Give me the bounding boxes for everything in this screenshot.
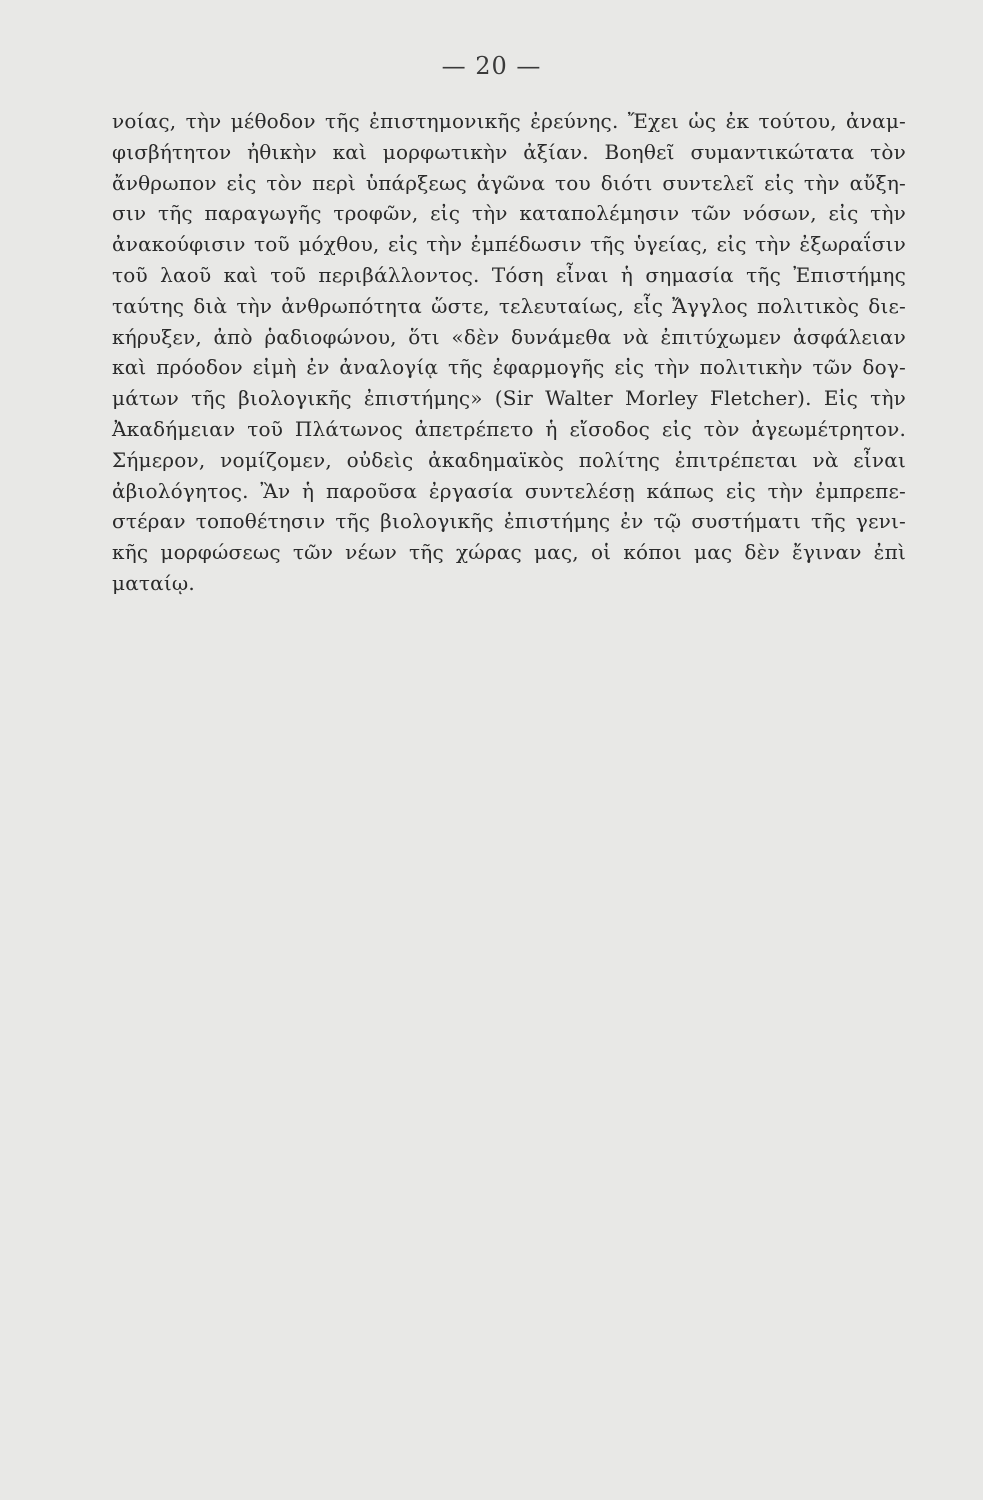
page-number: — 20 — [441,52,542,80]
text-line-6: τοῦ λαοῦ καὶ τοῦ περιβάλλοντος. Τόση εἶναι ἡ σημασία τῆς Ἐπιστήμης [112,262,906,287]
body-paragraph [112,106,906,599]
text-line-8: κήρυξεν, ἀπὸ ῥαδιοφώνου, ὅτι «δὲν δυνάμεθα νὰ ἐπιτύχωμεν ἀσφάλειαν [112,324,906,349]
text-line-1: νοίας, τὴν μέθοδον τῆς ἐπιστημονικῆς ἐρεύνης. Ἔχει ὡς ἐκ τούτου, ἀναμ- [112,109,906,133]
text-line-13: ἀβιολόγητος. Ἂν ἡ παροῦσα ἐργασία συντελέσῃ κάπως εἰς τὴν ἐμπρεπε- [112,478,906,503]
text-line-7: ταύτης διὰ τὴν ἀνθρωπότητα ὥστε, τελευταίως, εἷς Ἄγγλος πολιτικὸς διε- [112,293,906,318]
text-line-12: Σήμερον, νομίζομεν, οὐδεὶς ἀκαδημαϊκὸς πολίτης ἐπιτρέπεται νὰ εἶναι [112,447,906,472]
text-line-10: μάτων τῆς βιολογικῆς ἐπιστήμης» (Sir Walter Morley Fletcher). Εἰς τὴν [112,386,906,411]
text-line-9: καὶ πρόοδον εἰμὴ ἐν ἀναλογίᾳ τῆς ἐφαρμογῆς εἰς τὴν πολιτικὴν τῶν δογ- [112,355,906,380]
text-line-5: ἀνακούφισιν τοῦ μόχθου, εἰς τὴν ἐμπέδωσιν τῆς ὑγείας, εἰς τὴν ἐξωραΐσιν [112,232,906,257]
text-line-15: κῆς μορφώσεως τῶν νέων τῆς χώρας μας, οἱ κόποι μας δὲν ἔγιναν ἐπὶ [112,540,906,565]
text-line-11: Ἀκαδήμειαν τοῦ Πλάτωνος ἀπετρέπετο ἡ εἴσοδος εἰς τὸν ἀγεωμέτρητον. [112,416,906,441]
text-line-16: ματαίῳ. [112,570,195,595]
text-line-4: σιν τῆς παραγωγῆς τροφῶν, εἰς τὴν καταπολέμησιν τῶν νόσων, εἰς τὴν [112,201,906,226]
text-line-14: στέραν τοποθέτησιν τῆς βιολογικῆς ἐπιστήμης ἐν τῷ συστήματι τῆς γενι- [112,509,906,534]
text-line-2: φισβήτητον ἠθικὴν καὶ μορφωτικὴν ἀξίαν. Βοηθεῖ συμαντικώτατα τὸν [112,139,906,164]
text-line-3: ἄνθρωπον εἰς τὸν περὶ ὑπάρξεως ἀγῶνα του διότι συντελεῖ εἰς τὴν αὔξη- [112,170,906,195]
